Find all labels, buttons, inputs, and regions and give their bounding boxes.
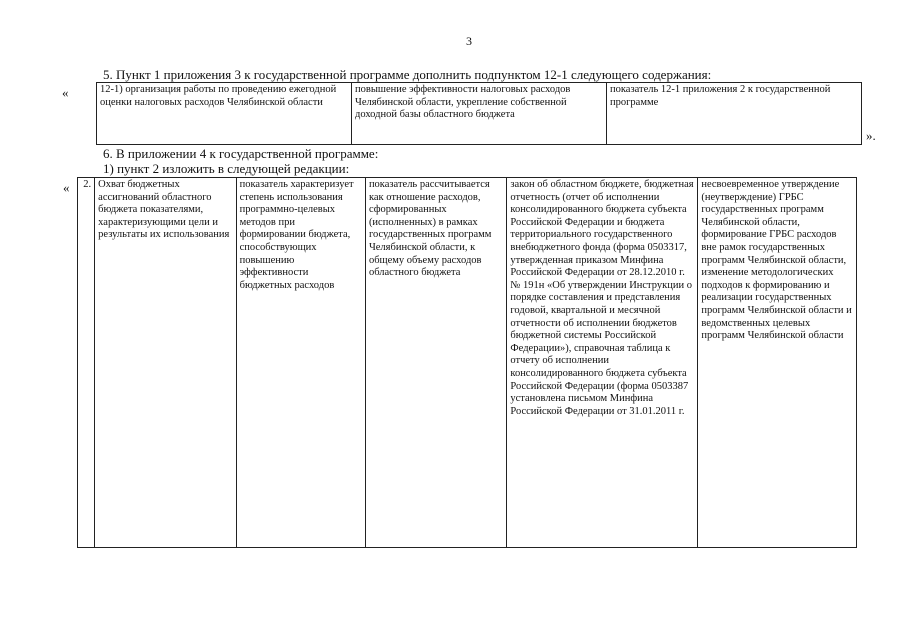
table1-cell-goal: повышение эффективности налоговых расходов Челябинской области, укрепление собственной доходной базы областного бюджета [352,83,607,145]
close-quote-1: ». [866,128,876,143]
table1-cell-activity: 12-1) организация работы по проведению ежегодной оценки налоговых расходов Челябинской области [97,83,352,145]
open-quote-2: « [63,180,70,195]
paragraph-5: 5. Пункт 1 приложения 3 к государственной программе дополнить подпунктом 12-1 следующего содержания: [103,67,712,82]
table2-cell-number: 2. [78,178,95,548]
table-subpoint-12-1 [96,82,862,145]
table-point-2 [77,177,857,548]
table2-cell-characteristic: показатель характеризует степень использования программно-целевых методов при формировании бюджета, способствующих повышению эффективности бюджетных расходов [236,178,365,548]
table2-cell-risks: несвоевременное утверждение (неутверждение) ГРБС государственных программ Челябинской области, формирование ГРБС расходов вне рамок государственных программ Челябинской области, изменение методологических подходов к формированию и реализации государственных программ Челябинской области и ведомственных целевых программ Челябинской области [698,178,857,548]
page-number: 3 [466,34,472,48]
table2-cell-name: Охват бюджетных ассигнований областного бюджета показателями, характеризующими цели и результаты их использования [95,178,236,548]
table2-cell-calculation: показатель рассчитывается как отношение расходов, сформированных (исполненных) в рамках государственных программ Челябинской области, к общему объему расходов областного бюджета [365,178,506,548]
table1-cell-indicator: показатель 12-1 приложения 2 к государственной программе [607,83,862,145]
subparagraph-1: 1) пункт 2 изложить в следующей редакции: [103,161,350,176]
paragraph-6: 6. В приложении 4 к государственной программе: [103,146,379,161]
table2-cell-source: закон об областном бюджете, бюджетная отчетность (отчет об исполнении консолидированного бюджета субъекта Российской Федерации и бюджета территориального государственного внебюджетного фонда (форма 0503317, утвержденная приказом Минфина Российской Федерации от 28.12.2010 г. № 191н «Об утверждении Инструкции о порядке составления и представления годовой, квартальной и месячной отчетности об исполнении бюджетов бюджетной системы Российской Федерации»), справочная таблица к отчету об исполнении консолидированного бюджета субъекта Российской Федерации (форма 0503387 установлена письмом Минфина Российской Федерации от 31.01.2011 г. [507,178,698,548]
open-quote-1: « [62,85,69,100]
